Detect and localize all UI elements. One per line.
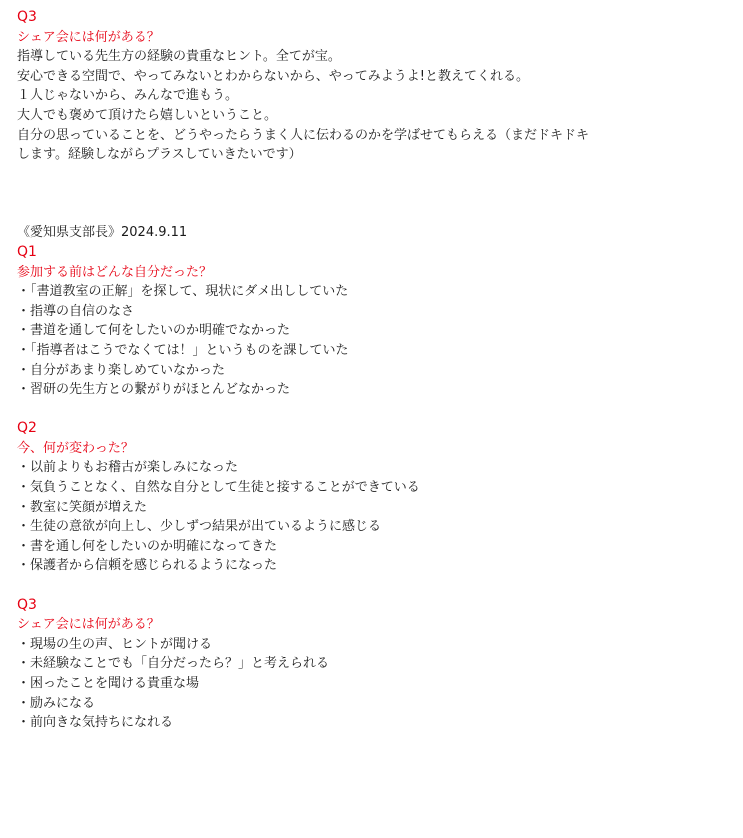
q3-answer: 大人でも褒めて頂けたら嬉しいということ。: [17, 107, 278, 123]
q1-answer: ・「指導者はこうでなくては！」というものを課していた: [17, 342, 349, 358]
section-heading: 《愛知県支部長》2024.9.11: [17, 225, 188, 241]
q3-answer: ・現場の生の声、ヒントが聞ける: [17, 636, 213, 652]
q3-answer: １人じゃないから、みんなで進もう。: [17, 88, 239, 104]
section-gap: [17, 400, 727, 420]
q3-answer: ・励みになる: [17, 695, 96, 711]
q3-answer: 指導している先生方の経験の貴重なヒント。全てが宝。: [17, 49, 341, 65]
q1-answer: ・習研の先生方との繋がりがほとんどなかった: [17, 382, 291, 398]
q3-answer: 安心できる空間で、やってみないとわからないから、やってみようよ!と教えてくれる。: [17, 68, 529, 84]
q2-answer: ・生徒の意欲が向上し、少しずつ結果が出ているように感じる: [17, 519, 382, 535]
section-gap: [17, 165, 727, 204]
q3-answer: 自分の思っていることを、どうやったらうまく人に伝わるのかを学ばせてもらえる（まだドキドキ: [17, 127, 590, 143]
q3-answer: します。経験しながらプラスしていきたいです）: [17, 147, 302, 163]
q1-label: Q1: [17, 243, 37, 260]
q2-answer: ・教室に笑顔が増えた: [17, 499, 148, 515]
q3-question: シェア会には何がある？: [17, 617, 160, 633]
q1-question: 参加する前はどんな自分だった？: [17, 264, 213, 280]
q1-answer: ・書道を通して何をしたいのか明確でなかった: [17, 323, 291, 339]
section-gap: [17, 204, 727, 224]
q3-label: Q3: [17, 9, 37, 25]
q3-answer: ・前向きな気持ちになれる: [17, 715, 174, 731]
q3-label: Q3: [17, 596, 37, 613]
q1-answer: ・「書道教室の正解」を探して、現状にダメ出ししていた: [17, 284, 349, 300]
q3-answer: ・困ったことを聞ける貴重な場: [17, 676, 200, 691]
article-body: [17, 8, 727, 733]
q1-answer: ・指導の自信のなさ: [17, 303, 135, 319]
q2-question: 今、何が変わった？: [17, 440, 134, 456]
q2-label: Q2: [17, 420, 37, 437]
q1-answer: ・自分があまり楽しめていなかった: [17, 362, 226, 378]
q2-answer: ・書を通し何をしたいのか明確になってきた: [17, 538, 278, 554]
q3-question: シェア会には何がある？: [17, 29, 160, 45]
q2-answer: ・気負うことなく、自然な自分として生徒と接することができている: [17, 480, 420, 496]
q3-answer: ・未経験なことでも「自分だったら？」と考えられる: [17, 656, 330, 672]
section-gap: [17, 576, 727, 596]
q2-answer: ・保護者から信頼を感じられるようになった: [17, 558, 278, 574]
q2-answer: ・以前よりもお稽古が楽しみになった: [17, 460, 239, 476]
